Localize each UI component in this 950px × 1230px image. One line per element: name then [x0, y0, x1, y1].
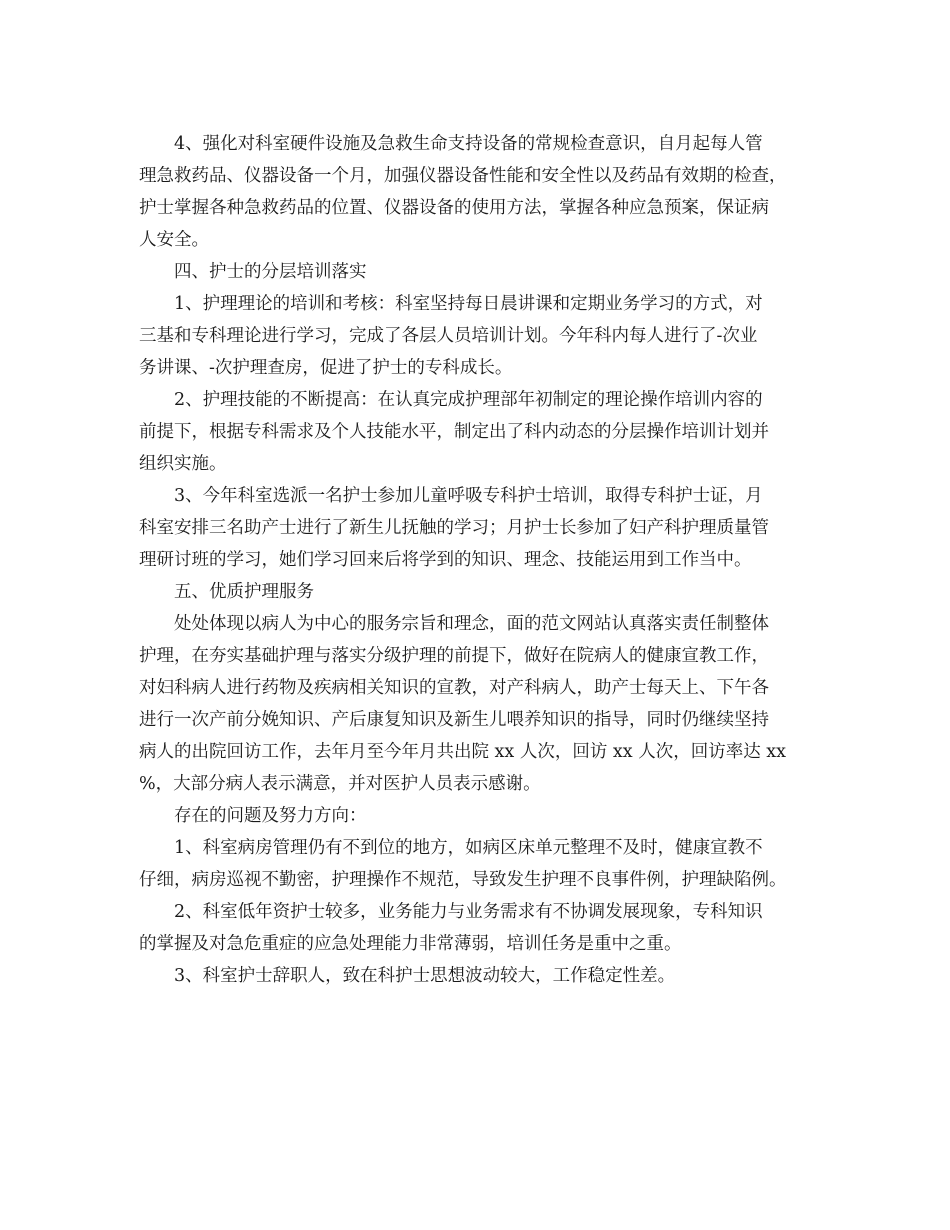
text-line: 进行一次产前分娩知识、产后康复知识及新生儿喂养知识的指导，同时仍继续坚持 [139, 710, 769, 730]
text-line: 护士掌握各种急救药品的位置、仪器设备的使用方法，掌握各种应急预案，保证病 [139, 198, 769, 218]
section-heading: 四、护士的分层培训落实 [174, 262, 367, 282]
text-line: 前提下，根据专科需求及个人技能水平，制定出了科内动态的分层操作培训计划并 [139, 422, 769, 442]
text-line: 人安全。 [139, 230, 209, 250]
text-line: 对妇科病人进行药物及疾病相关知识的宣教，对产科病人，助产士每天上、下午各 [139, 678, 769, 698]
text-line: 2、科室低年资护士较多，业务能力与业务需求有不协调发展现象，专科知识 [174, 902, 763, 922]
text-line: 1、护理理论的培训和考核：科室坚持每日晨讲课和定期业务学习的方式，对 [174, 294, 763, 314]
text-line: 3、今年科室选派一名护士参加儿童呼吸专科护士培训，取得专科护士证，月 [174, 486, 763, 506]
text-line: 护理，在夯实基础护理与落实分级护理的前提下，做好在院病人的健康宣教工作， [139, 646, 769, 666]
text-line: 科室安排三名助产士进行了新生儿抚触的学习；月护士长参加了妇产科护理质量管 [139, 518, 769, 538]
text-line: 病人的出院回访工作，去年月至今年月共出院 xx 人次，回访 xx 人次，回访率达 xx [139, 742, 787, 762]
text-line: %，大部分病人表示满意，并对医护人员表示感谢。 [139, 774, 541, 794]
text-line: 的掌握及对急危重症的应急处理能力非常薄弱，培训任务是重中之重。 [139, 934, 682, 954]
text-line: 4、强化对科室硬件设施及急救生命支持设备的常规检查意识，自月起每人管 [174, 134, 763, 154]
text-line: 1、科室病房管理仍有不到位的地方，如病区床单元整理不及时，健康宣教不 [174, 838, 763, 858]
text-line: 2、护理技能的不断提高：在认真完成护理部年初制定的理论操作培训内容的 [174, 390, 763, 410]
text-line: 处处体现以病人为中心的服务宗旨和理念，面的范文网站认真落实责任制整体 [174, 614, 769, 634]
section-heading: 五、优质护理服务 [174, 582, 314, 602]
text-line: 务讲课、-次护理查房，促进了护士的专科成长。 [139, 358, 513, 378]
text-line: 组织实施。 [139, 454, 227, 474]
text-line: 仔细，病房巡视不勤密，护理操作不规范，导致发生护理不良事件例，护理缺陷例。 [139, 870, 787, 890]
document-body [139, 128, 819, 992]
section-heading: 存在的问题及努力方向： [174, 806, 367, 826]
text-line: 三基和专科理论进行学习，完成了各层人员培训计划。今年科内每人进行了-次业 [139, 326, 758, 346]
text-line: 3、科室护士辞职人，致在科护士思想波动较大，工作稳定性差。 [174, 966, 676, 986]
text-line: 理急救药品、仪器设备一个月，加强仪器设备性能和安全性以及药品有效期的检查， [139, 166, 787, 186]
text-line: 理研讨班的学习，她们学习回来后将学到的知识、理念、技能运用到工作当中。 [139, 550, 752, 570]
